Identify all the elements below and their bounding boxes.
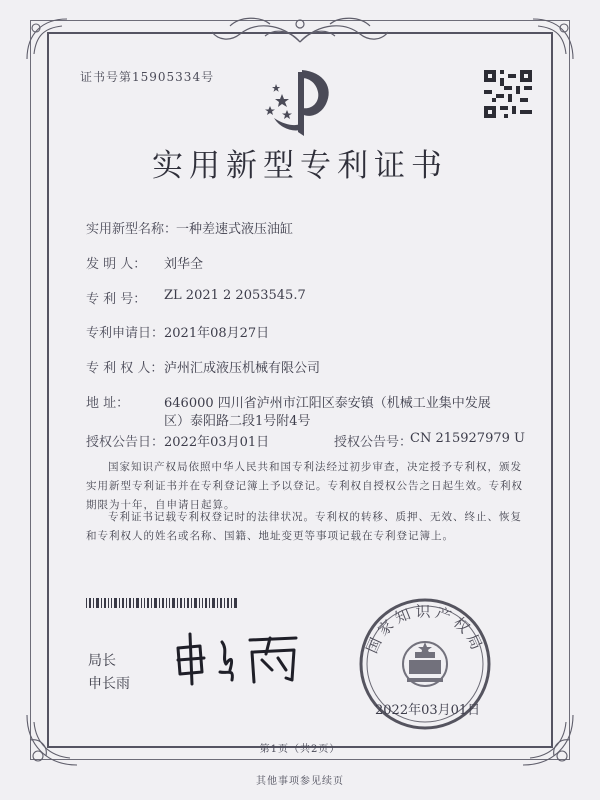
patent-number-value: ZL 2021 2 2053545.7 — [164, 288, 306, 303]
grant-number-value: CN 215927979 U — [410, 431, 525, 446]
grant-number-label: 授权公告号： — [334, 435, 413, 450]
barcode — [86, 598, 238, 608]
patentee-label: 专 利 权 人： — [86, 361, 164, 376]
address-line-2: 区）泰阳路二段1号附4号 — [164, 414, 311, 429]
inventor-value: 刘华全 — [164, 257, 204, 272]
top-ornament — [200, 12, 400, 46]
filing-date-value: 2021年08月27日 — [164, 326, 270, 341]
inventor-label: 发 明 人： — [86, 257, 147, 272]
cnipa-logo — [262, 66, 338, 138]
page-indicator: 第1页（共2页） — [259, 744, 341, 755]
corner-ornament-tl — [22, 14, 72, 64]
certificate-title: 实用新型专利证书 — [152, 148, 448, 184]
seal-text: 国家知识产权局 — [362, 602, 488, 657]
address-line-1: 646000 四川省泸州市江阳区泰安镇（机械工业集中发展 — [164, 396, 491, 411]
patentee-value: 泸州汇成液压机械有限公司 — [164, 361, 321, 376]
certificate-number: 证书号第15905334号 — [80, 70, 215, 84]
director-name: 申长雨 — [88, 676, 130, 692]
filing-date-label: 专利申请日： — [86, 326, 165, 341]
qr-code — [484, 70, 532, 118]
body-paragraph-2: 专利证书记载专利权登记时的法律状况。专利权的转移、质押、无效、终止、恢复和专利权人的姓名或名称、国籍、地址变更等事项记载在专利登记簿上。 — [86, 511, 522, 542]
director-title: 局长 — [88, 653, 116, 669]
footer-note: 其他事项参见续页 — [256, 776, 344, 787]
body-paragraph-1: 国家知识产权局依照中华人民共和国专利法经过初步审查，决定授予专利权，颁发实用新型专利证书并在专利登记簿上予以登记。专利权自授权公告之日起生效。专利权期限为十年，自申请日起算。 — [86, 461, 523, 511]
address-label: 地 址： — [86, 396, 130, 411]
grant-date-value: 2022年03月01日 — [164, 435, 270, 450]
grant-date-label: 授权公告日： — [86, 435, 165, 450]
handwritten-signature — [170, 628, 310, 688]
seal-date: 2022年03月01日 — [375, 703, 481, 718]
patent-number-label: 专 利 号： — [86, 292, 147, 307]
utility-model-name-label: 实用新型名称： — [86, 222, 178, 237]
utility-model-name-value: 一种差速式液压油缸 — [176, 222, 294, 237]
corner-ornament-tr — [528, 14, 578, 64]
